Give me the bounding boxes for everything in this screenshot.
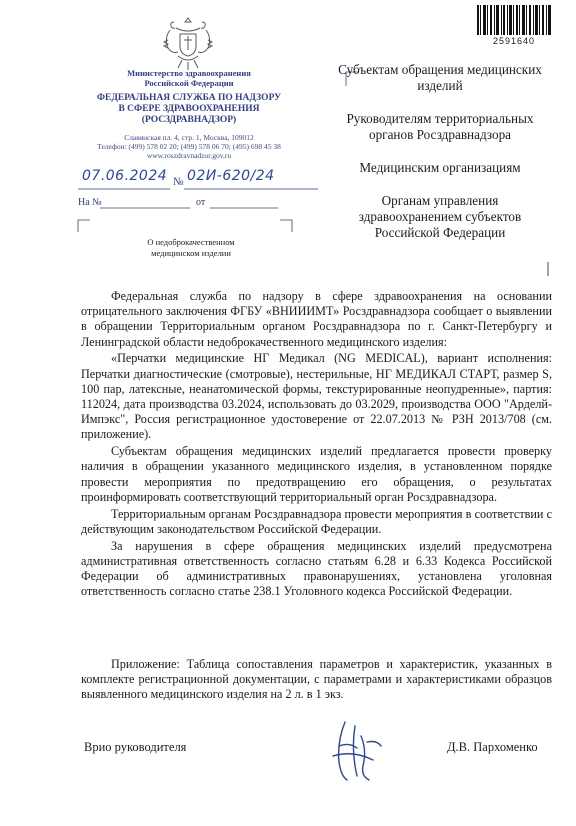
registration-date: 07.06.2024 [82,168,168,184]
reference-number-label: На № [78,197,102,208]
barcode [477,5,551,35]
registration-number-label: № [173,176,184,188]
addressee: Органам управления здравоохранением субъектов Российской Федерации [358,193,522,240]
addressee: Субъектам обращения медицинских изделий [338,62,542,93]
subject-brackets [76,218,296,234]
addressee: Руководителям территориальных органов Росздравнадзора [346,111,534,142]
letterhead [60,68,318,160]
addressee: Медицинским организациям [359,160,521,175]
attachment-note: Приложение: Таблица сопоставления параметров и характеристик, указанных в комплекте регистрационной документации, с параметрами и характеристиками образцов выявленного медицинского изделия на 2 л. в 1 экз. [81,657,552,702]
subject-line: О недоброкачественном медицинском изделии [147,237,235,258]
coat-of-arms-icon [160,12,216,72]
registration-number: 02И-620/24 [187,168,275,184]
handwritten-signature [325,716,385,786]
service-name: ФЕДЕРАЛЬНАЯ СЛУЖБА ПО НАДЗОРУ В СФЕРЕ ЗДРАВООХРАНЕНИЯ (РОСЗДРАВНАДЗОР) [96,93,282,125]
addressees-block [330,62,550,258]
service-address: Славянская пл. 4, стр. 1, Москва, 109012 Телефон: (499) 578 02 20; (499) 578 06 70; (495) 698 45 38 www.roszdravnadzor.gov.ru [97,133,281,160]
body-paragraph: Территориальным органам Росздравнадзора провести мероприятия в соответствии с действующим законодательством Российской Федерации. [81,506,552,536]
body-paragraph: «Перчатки медицинские НГ Медикал (NG MEDICAL), вариант исполнения: Перчатки диагностические (смотровые), нестерильные, НГ МЕДИКАЛ СТАРТ, размер S, 100 пар, латексные, неанатомической формы, текстурированные неопудренные», партия: 112024, дата производства 03.2024, использовать до 03.2029, производства ООО "Арделй-Импэкс", Россия регистрационное удостоверение от 22.07.2013 № РЗН 2013/708 (см. приложение). [81,351,552,442]
signatory-position: Врио руководителя [84,740,187,754]
signatory-name: Д.В. Пархоменко [447,740,538,754]
ministry-name: Министерство здравоохранения Российской Федерации [127,68,251,88]
barcode-number: 2591640 [492,36,536,46]
letter-body [81,289,552,601]
body-paragraph: За нарушения в сфере обращения медицинских изделий предусмотрена административная ответственность согласно статьям 6.28 и 6.33 Кодекса Российской Федерации об административных правонарушениях, установлена уголовная ответственность согласно статье 238.1 Уголовного кодекса Российской Федерации. [81,538,552,599]
reference-from-label: от [196,197,206,208]
body-paragraph: Субъектам обращения медицинских изделий предлагается провести проверку наличия в обращении указанного медицинского изделия, в установленном порядке провести мероприятия по предотвращению его обращения, о результатах проинформировать соответствующий территориальный орган Росздравнадзора. [81,444,552,504]
body-paragraph: Федеральная служба по надзору в сфере здравоохранения на основании отрицательного заключения ФГБУ «ВНИИИМТ» Росздравнадзора сообщает о выявлении в обращении Территориальным органом Росздравнадзора по г. Санкт-Петербургу и Ленинградской области недоброкачественного медицинского изделия: [81,289,552,349]
